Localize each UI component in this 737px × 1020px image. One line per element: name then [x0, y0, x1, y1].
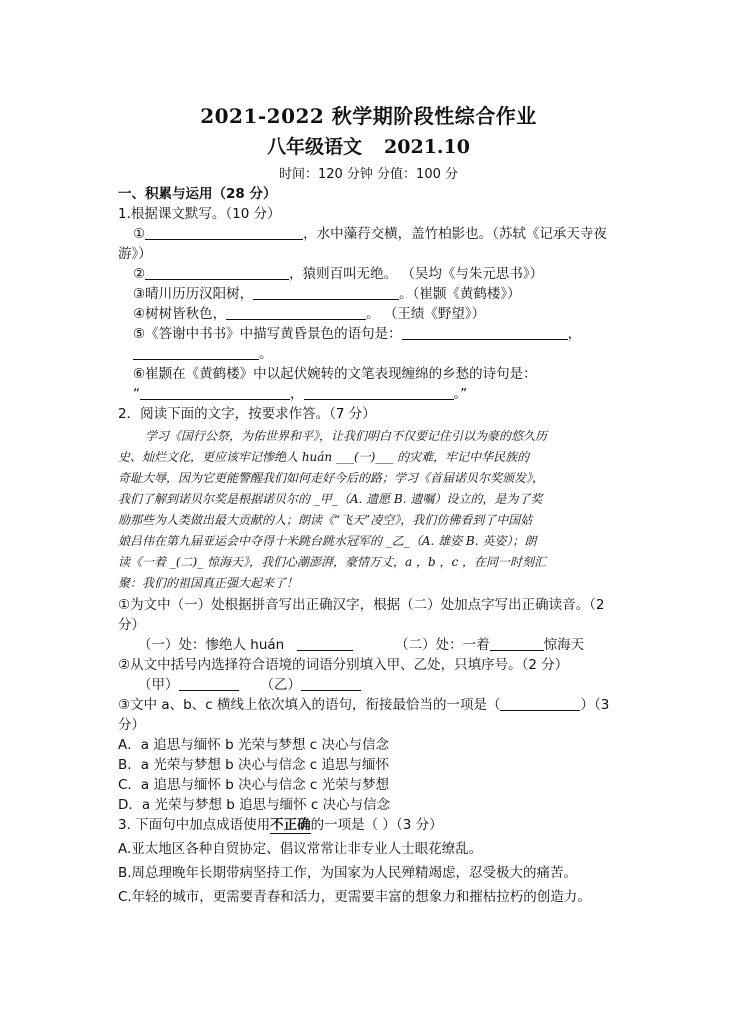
q2-sub1: ①为文中（一）处根据拼音写出正确汉字，根据（二）处加点字写出正确读音。（2: [118, 597, 605, 613]
answer-blank[interactable]: [490, 637, 544, 651]
q1-stem: 1.根据课文默写。（10 分）: [118, 206, 281, 222]
answer-blank[interactable]: [226, 306, 366, 320]
q1-item-2: ② ，猿则百叫无绝。 （吴均《与朱元思书》）: [133, 266, 544, 282]
q3-option-b: B.周总理晚年长期带病坚持工作，为国家为人民殚精竭虑，忍受极大的痛苦。: [118, 865, 578, 881]
answer-blank[interactable]: [304, 386, 454, 400]
answer-blank[interactable]: [140, 386, 290, 400]
q1-item-5-cont: 。: [133, 345, 273, 363]
passage-line: 史、灿烂文化，更应该牢记惨绝人 huán ___(一)___ 的灾难，牢记中华民族的: [118, 450, 530, 464]
passage-line: 励那些为人类做出最大贡献的人；朗读《“飞天”凌空》，我们仿佛看到了中国姑: [118, 513, 533, 527]
answer-blank[interactable]: [133, 346, 259, 360]
page-title: 2021-2022 秋学期阶段性综合作业: [200, 104, 537, 128]
q2-sub2-answers: （甲） （乙）: [138, 676, 361, 694]
passage-line: 奇耻大辱，因为它更能警醒我们如何走好今后的路；学习《首届诺贝尔奖颁发》，: [118, 471, 545, 485]
answer-blank[interactable]: [402, 326, 568, 340]
q1-item-5: ⑤《答谢中书书》中描写黄昏景色的语句是： ，: [133, 326, 582, 342]
answer-blank[interactable]: [145, 266, 289, 280]
q1-item-4: ④树树皆秋色， 。 （王绩《野望》）: [133, 306, 486, 322]
q3-option-c: C.年轻的城市，更需要青春和活力，更需要丰富的想象力和摧枯拉朽的创造力。: [118, 889, 591, 905]
answer-blank[interactable]: [301, 677, 361, 691]
option-d: D．a 光荣与梦想 b 追思与缅怀 c 决心与信念: [118, 797, 391, 813]
q1-item-1-cont: 游》）: [118, 246, 152, 262]
grade-subject: 八年级语文: [267, 136, 363, 158]
q2-sub2: ②从文中括号内选择符合语境的词语分别填入甲、乙处，只填序号。（2 分）: [118, 657, 569, 673]
q3-option-a: A.亚太地区各种自贸协定、倡议常常让非专业人士眼花缭乱。: [118, 841, 483, 857]
answer-blank[interactable]: [179, 677, 239, 691]
q1-item-1: ① ，水中藻荇交横，盖竹柏影也。（苏轼《记承天寺夜: [133, 226, 607, 242]
q1-item-6-cont: “ ， 。”: [133, 386, 468, 402]
q2-sub1-answers: （一）处：惨绝人 huán （二）处：一着 惊海天: [138, 637, 585, 653]
option-a: A．a 追思与缅怀 b 光荣与梦想 c 决心与信念: [118, 737, 389, 753]
q2-sub3-cont: 分）: [118, 717, 145, 733]
passage-line: 娘吕伟在第九届亚运会中夺得十米跳台跳水冠军的 _乙_（A. 雄姿 B. 英姿）；朗: [118, 534, 537, 548]
option-c: C．a 追思与缅怀 b 决心与信念 c 光荣与梦想: [118, 777, 390, 793]
passage-line: 我们了解到诺贝尔奖是根据诺贝尔的 _甲_（A. 遗愿 B. 遗嘱）设立的，是为了奖: [118, 492, 543, 506]
passage-line: 聚：我们的祖国真正强大起来了！: [118, 576, 299, 590]
q1-item-6: ⑥崔颢在《黄鹤楼》中以起伏婉转的文笔表现缠绵的乡愁的诗句是：: [133, 366, 537, 382]
q2-sub3: ③文中 a、b、c 横线上依次填入的语句，衔接最恰当的一项是（ ）（3: [118, 697, 610, 713]
passage-line: 学习《国行公祭，为佑世界和平》，让我们明白不仅要记住引以为豪的悠久历: [145, 429, 548, 443]
q3-stem: 3. 下面句中加点成语使用不正确的一项是（ ）（3 分）: [118, 817, 443, 833]
option-b: B．a 光荣与梦想 b 决心与信念 c 追思与缅怀: [118, 757, 389, 773]
page-subtitle: [0, 132, 737, 159]
q2-sub1-cont: 分）: [118, 617, 145, 633]
answer-blank[interactable]: [500, 697, 580, 711]
q2-stem: 2．阅读下面的文字，按要求作答。（7 分）: [118, 406, 376, 422]
answer-blank[interactable]: [297, 637, 353, 651]
passage-line: 读《一着 _(二)_ 惊海天》，我们心潮澎湃，豪情万丈，a ，b ，c ，在同一时刻汇: [118, 555, 546, 569]
time-score: 时间：120 分钟 分值：100 分: [278, 167, 459, 182]
answer-blank[interactable]: [145, 226, 303, 240]
date-label: 2021.10: [384, 136, 470, 158]
section-heading: 一、积累与运用（28 分）: [118, 186, 277, 202]
q1-item-3: ③晴川历历汉阳树， 。（崔颢《黄鹤楼》）: [133, 286, 521, 302]
answer-blank[interactable]: [253, 286, 399, 300]
